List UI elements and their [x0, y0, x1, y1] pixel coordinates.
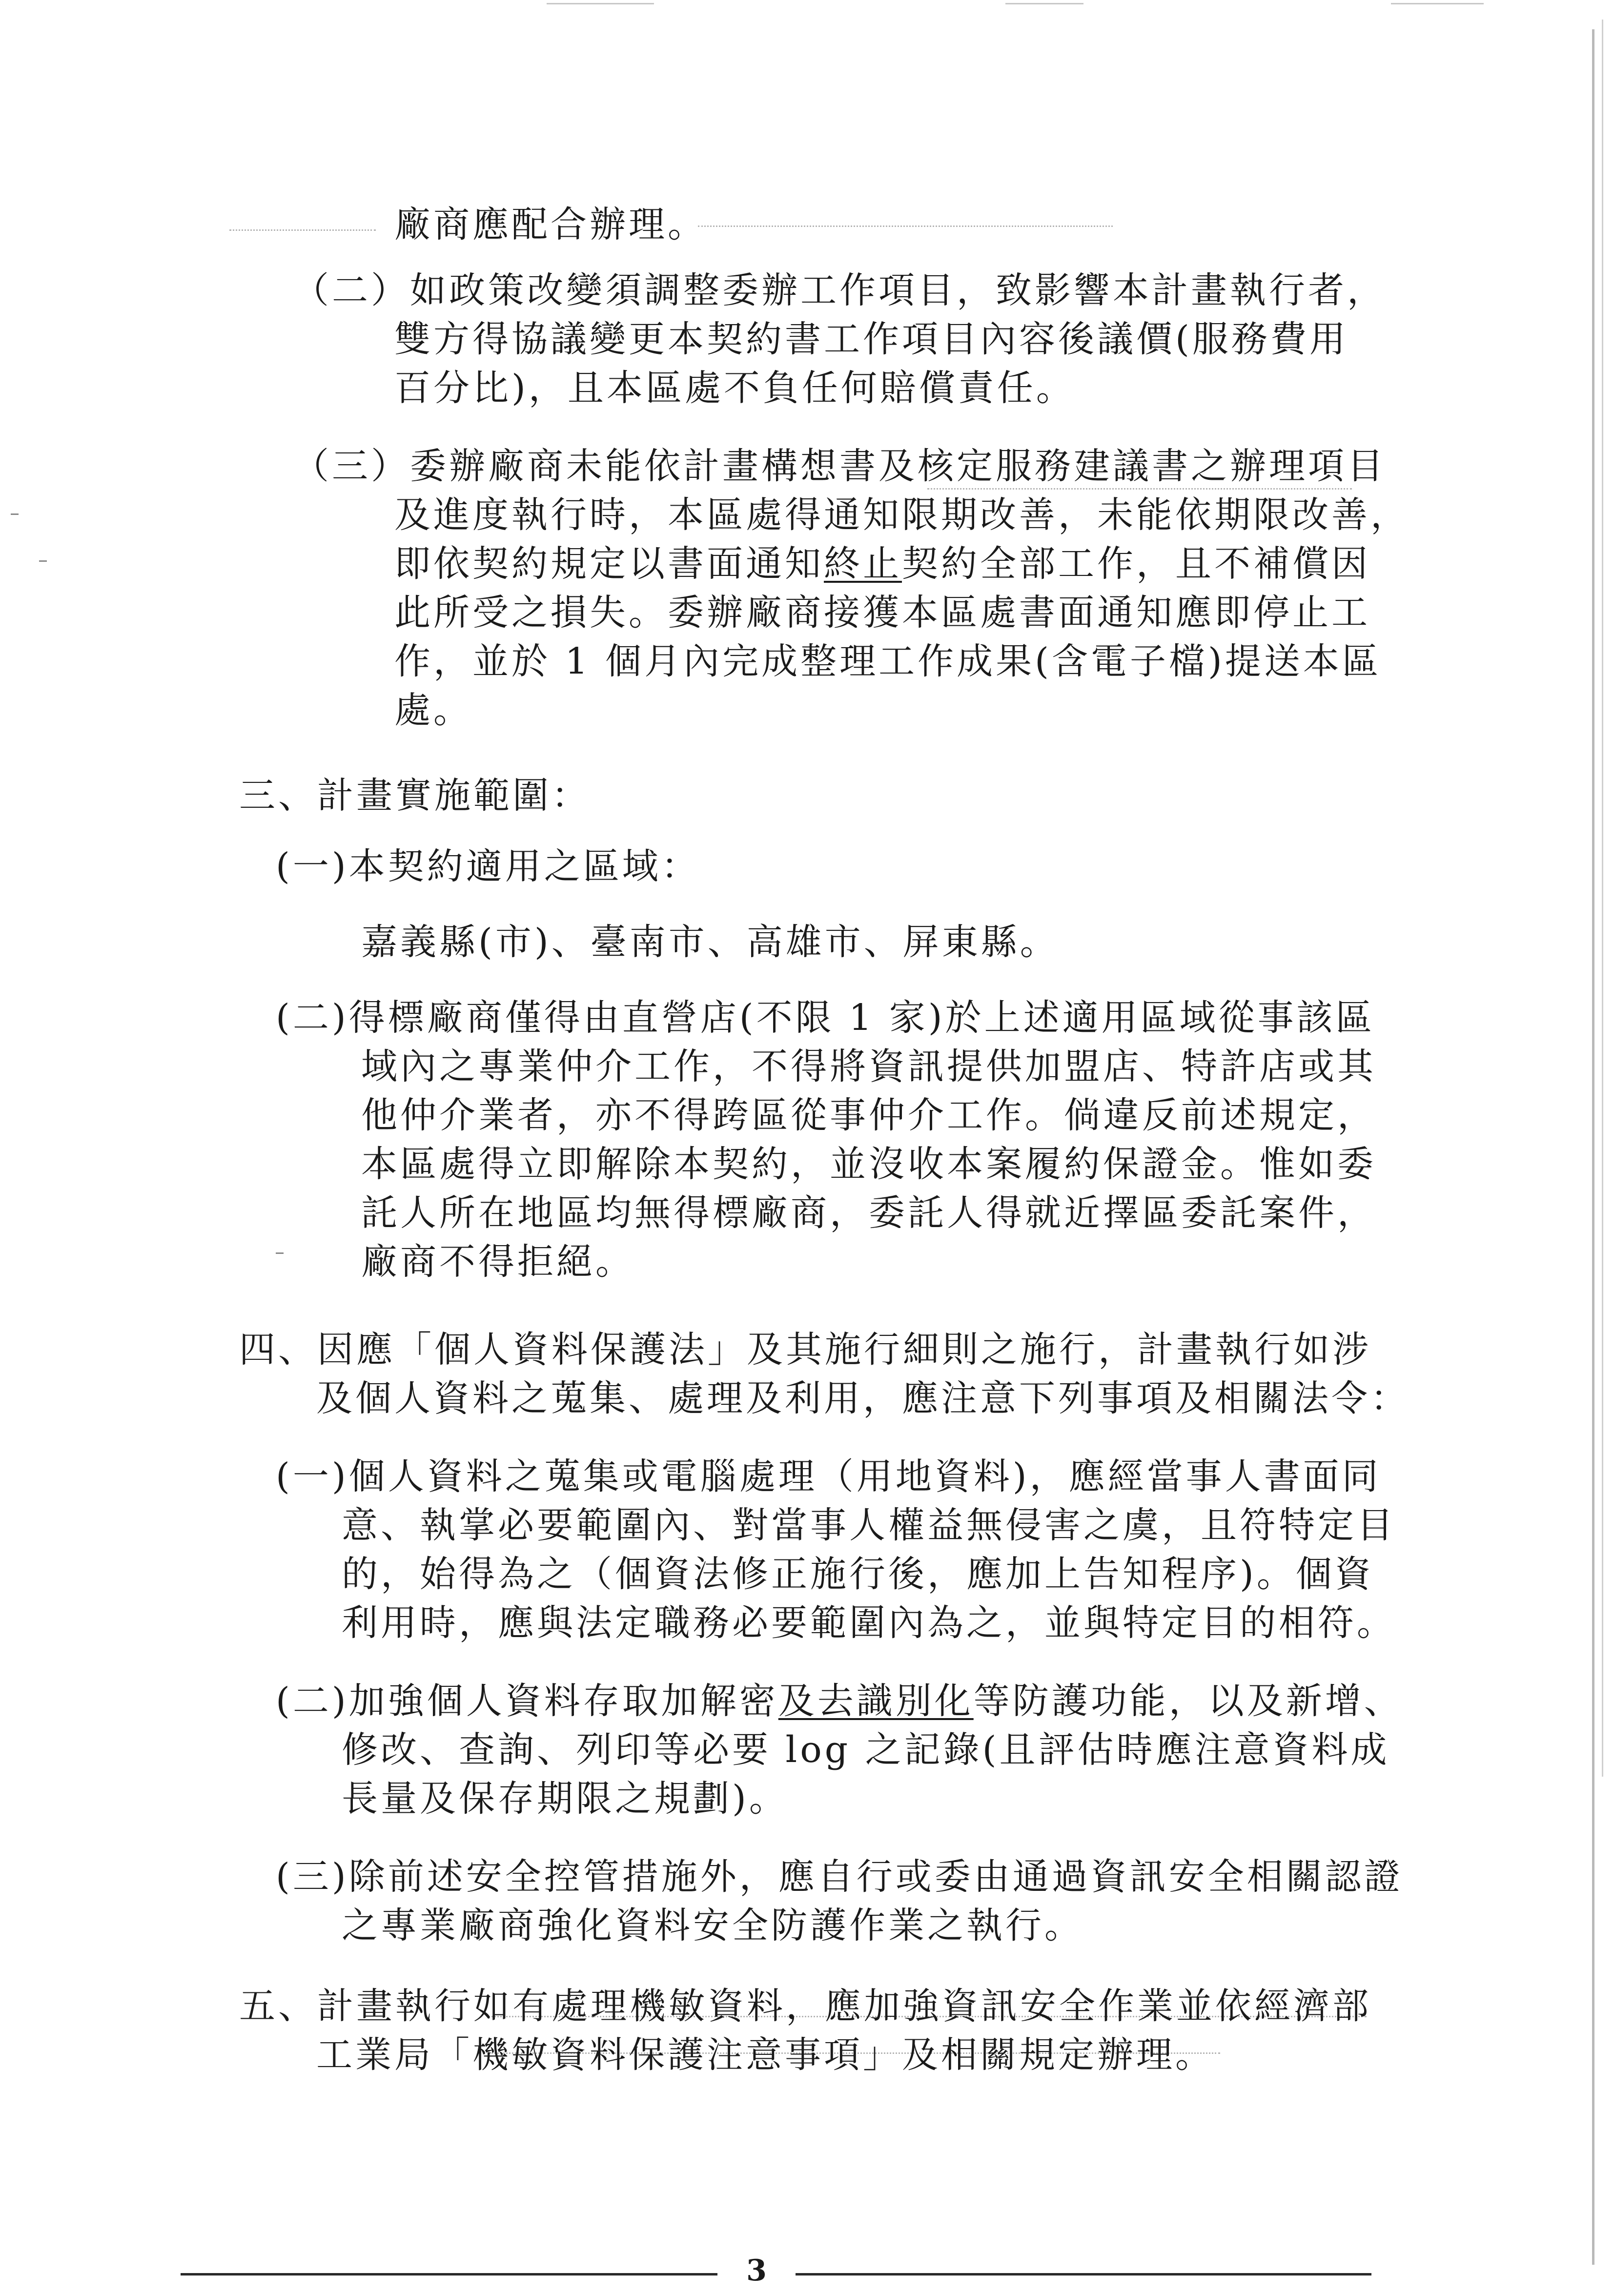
- list-item-line: (三)除前述安全控管措施外，應自行或委由通過資訊安全相關認證: [276, 1856, 1403, 1898]
- scan-artifact: [1005, 3, 1083, 4]
- list-item-line: 作，並於 1 個月內完成整理工作成果(含電子檔)提送本區: [394, 640, 1381, 682]
- scan-artifact: [276, 1252, 284, 1254]
- scan-artifact: [229, 229, 376, 231]
- list-item-line: 修改、查詢、列印等必要 log 之記錄(且評估時應注意資料成: [342, 1729, 1390, 1771]
- list-item-line: 嘉義縣(市)、臺南市、高雄市、屏東縣。: [361, 921, 1059, 963]
- paragraph-line: 廠商應配合辦理。: [394, 204, 707, 246]
- scan-edge: [1592, 29, 1594, 2265]
- page-number: 3: [746, 2254, 767, 2288]
- section-heading: 五、計畫執行如有處理機敏資料，應加強資訊安全作業並依經濟部: [239, 1985, 1371, 2027]
- scan-artifact: [39, 560, 47, 562]
- list-item-line: (一)本契約適用之區域：: [276, 845, 700, 887]
- list-item-line: [394, 539, 1370, 588]
- list-item-line: 雙方得協議變更本契約書工作項目內容後議價(服務費用: [394, 318, 1348, 360]
- list-item-line: [276, 1677, 1403, 1725]
- list-item-line: (二)得標廠商僅得由直營店(不限 1 家)於上述適用區域從事該區: [276, 997, 1375, 1039]
- list-item-line: （三）委辦廠商未能依計畫構想書及核定服務建議書之辦理項目: [293, 445, 1386, 487]
- list-item-line: 及進度執行時，本區處得通知限期改善，未能依期限改善，: [394, 494, 1410, 536]
- scan-artifact: [698, 226, 1113, 227]
- section-heading: 四、因應「個人資料保護法」及其施行細則之施行，計畫執行如涉: [239, 1329, 1371, 1371]
- list-item-line: 的，始得為之（個資法修正施行後，應加上告知程序)。個資: [342, 1553, 1374, 1595]
- list-item-line: 他仲介業者，亦不得跨區從事仲介工作。倘違反前述規定，: [361, 1094, 1376, 1136]
- text-run: 等防護功能，以及新增、: [973, 1680, 1403, 1722]
- footer-rule: [181, 2273, 717, 2276]
- list-item-line: 長量及保存期限之規劃)。: [342, 1778, 788, 1820]
- footer-rule: [796, 2273, 1371, 2276]
- underlined-text: 及去識別化: [778, 1680, 974, 1722]
- text-run: 即依契約規定以書面通知: [394, 543, 824, 585]
- list-item-line: 域內之專業仲介工作，不得將資訊提供加盟店、特許店或其: [361, 1046, 1376, 1087]
- list-item-line: 處。: [394, 689, 472, 731]
- list-item-line: 之專業廠商強化資料安全防護作業之執行。: [342, 1905, 1083, 1947]
- scan-artifact: [1391, 3, 1484, 4]
- list-item-line: 此所受之損失。委辦廠商接獲本區處書面通知應即停止工: [394, 592, 1370, 634]
- section-heading: 及個人資料之蒐集、處理及利用，應注意下列事項及相關法令：: [316, 1377, 1410, 1419]
- list-item-line: (一)個人資料之蒐集或電腦處理（用地資料)，應經當事人書面同: [276, 1456, 1381, 1497]
- list-item-line: 廠商不得拒絕。: [361, 1241, 634, 1283]
- section-heading: 工業局「機敏資料保護注意事項」及相關規定辦理。: [316, 2034, 1214, 2076]
- text-run: (二)加強個人資料存取加解密: [276, 1680, 778, 1722]
- list-item-line: 意、執掌必要範圍內、對當事人權益無侵害之虞，且符特定目: [342, 1504, 1396, 1546]
- list-item-line: 託人所在地區均無得標廠商，委託人得就近擇區委託案件，: [361, 1192, 1376, 1234]
- list-item-line: （二）如政策改變須調整委辦工作項目，致影響本計畫執行者，: [293, 269, 1386, 311]
- section-heading: 三、計畫實施範圍：: [239, 775, 591, 817]
- scan-artifact: [547, 3, 654, 4]
- scan-artifact: [11, 513, 19, 515]
- text-run: 契約全部工作，且不補償因: [902, 543, 1370, 585]
- list-item-line: 本區處得立即解除本契約，並沒收本案履約保證金。惟如委: [361, 1143, 1376, 1185]
- list-item-line: 百分比)，且本區處不負任何賠償責任。: [394, 367, 1075, 409]
- scan-edge: [1602, 20, 1603, 1777]
- list-item-line: 利用時，應與法定職務必要範圍內為之，並與特定目的相符。: [342, 1602, 1396, 1644]
- underlined-text: 終止: [824, 543, 902, 585]
